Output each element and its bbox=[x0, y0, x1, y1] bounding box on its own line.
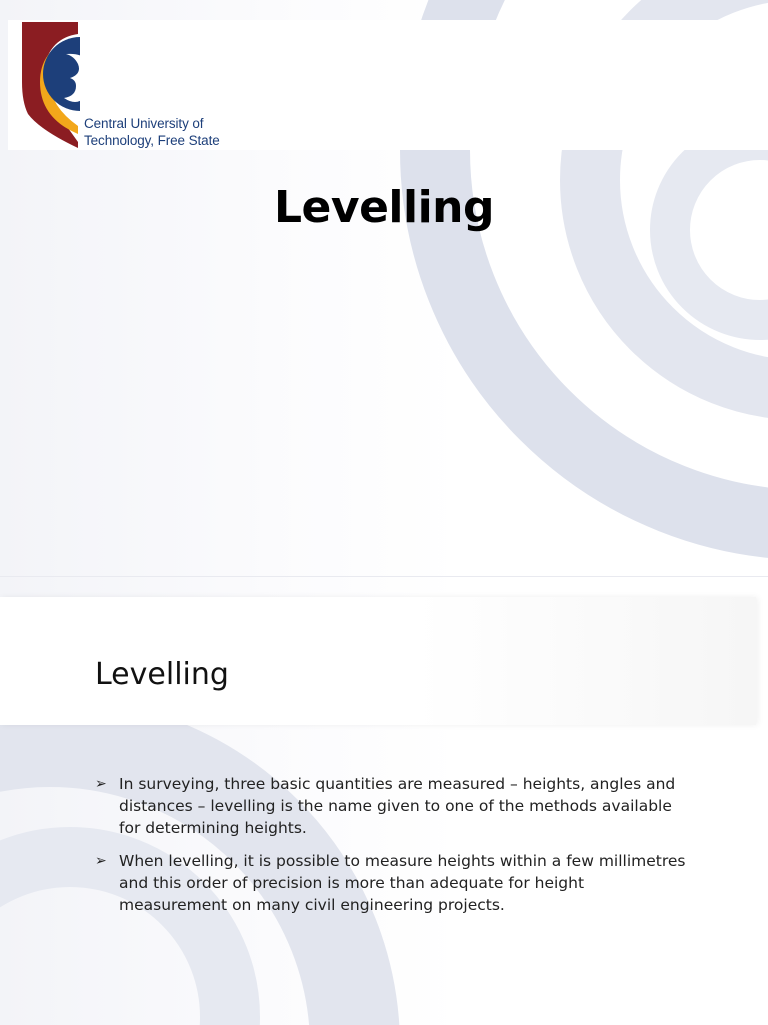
university-name-line2: Technology, Free State bbox=[84, 133, 220, 148]
slide-title: Levelling bbox=[274, 182, 494, 233]
arrow-bullet-icon: ➢ bbox=[95, 853, 107, 869]
bullet-list bbox=[95, 773, 695, 927]
bullet-item bbox=[95, 850, 695, 916]
bullet-text: When levelling, it is possible to measure heights within a few millimetres and this order of precision is more than adequate for height measurement on many civil engineering projects. bbox=[119, 852, 686, 914]
arrow-bullet-icon: ➢ bbox=[95, 776, 107, 792]
university-logo-icon bbox=[20, 22, 80, 148]
title-band bbox=[0, 597, 756, 725]
bullet-text: In surveying, three basic quantities are measured – heights, angles and distances – levelling is the name given to one of the methods available for determining heights. bbox=[119, 775, 676, 837]
slide-title: Levelling bbox=[95, 657, 229, 692]
bullet-item bbox=[95, 773, 695, 839]
content-slide bbox=[0, 576, 768, 1025]
university-name-line1: Central University of bbox=[84, 116, 204, 131]
university-name bbox=[84, 115, 220, 149]
